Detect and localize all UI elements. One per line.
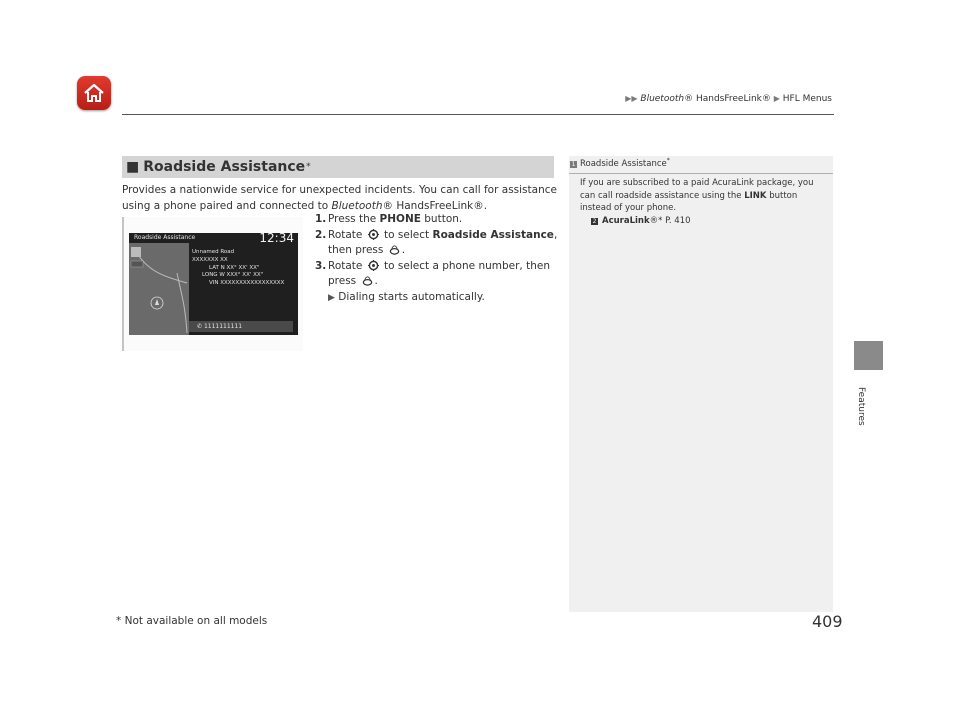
step-text: Rotate [328, 259, 366, 272]
press-knob-icon [389, 244, 400, 255]
display-screen [129, 233, 298, 335]
acuralink-reference[interactable] [580, 215, 820, 228]
road-name: Unnamed Road [192, 249, 235, 255]
intro-text: Provides a nationwide service for unexpected incidents. You can call for assistance using a phone paired and connected to [122, 184, 557, 212]
page-number: 409 [812, 612, 843, 631]
step-text: to select a phone number, then press [328, 259, 550, 287]
illustration-edge [122, 217, 124, 351]
result-text: Dialing starts automatically. [338, 290, 485, 303]
breadcrumb-item-hfl-menus[interactable]: HFL Menus [782, 94, 832, 104]
step-2 [316, 228, 561, 259]
step-text: button. [420, 213, 463, 225]
side-note-asterisk: * [666, 157, 670, 164]
side-note-title [569, 157, 833, 174]
breadcrumb-arrow-icon: ▶▶ [625, 94, 638, 103]
step-text: . [401, 244, 406, 256]
reference-name: AcuraLink [602, 215, 650, 226]
breadcrumb-item-bluetooth[interactable]: Bluetooth [640, 94, 685, 104]
phone-number: 1111111111 [203, 323, 243, 330]
phone-icon: ✆ [197, 323, 204, 330]
step-text: , [553, 228, 558, 241]
intro-bluetooth: Bluetooth [331, 199, 383, 212]
link-button-label: LINK [744, 190, 767, 201]
step-text: . [374, 275, 378, 287]
area-name: XXXXXXX XX [192, 256, 228, 263]
step-number: 1. [315, 213, 327, 225]
screen-title: Roadside Assistance [134, 234, 196, 241]
section-heading [122, 156, 554, 178]
step-text: then press [328, 244, 387, 256]
reference-arrow-icon: 2 [592, 217, 597, 225]
phone-button-label: PHONE [379, 213, 421, 225]
home-icon [82, 82, 106, 104]
step-text: Rotate [328, 228, 366, 241]
breadcrumb-item-handsfreelink[interactable]: ® HandsFreeLink® [684, 94, 771, 104]
section-asterisk: * [306, 162, 311, 172]
intro-paragraph [122, 183, 557, 214]
chapter-tab-marker [854, 341, 883, 370]
breadcrumb [625, 94, 832, 104]
selector-knob-icon [368, 229, 379, 240]
step-1 [316, 212, 561, 228]
map-roads-icon [129, 243, 189, 335]
selector-knob-icon [368, 260, 379, 271]
step-result [316, 290, 561, 307]
step-text: Press the [328, 213, 380, 225]
note-text: If you are subscribed to a paid AcuraLink package, you can call roadside assistance using the [580, 178, 814, 201]
press-knob-icon [362, 275, 373, 286]
side-note-title-text: Roadside Assistance [580, 158, 667, 169]
map-view [129, 243, 189, 335]
note-marker-icon: 1 [571, 160, 576, 168]
side-note-body [580, 177, 820, 227]
step-text: to select [380, 228, 433, 241]
phone-number-item[interactable] [189, 321, 293, 332]
longitude: LONG W XXX° XX' XX" [202, 272, 264, 279]
instruction-steps [316, 212, 561, 306]
breadcrumb-separator-icon: ▶ [773, 94, 780, 103]
latitude: LAT N XX° XX' XX" [209, 264, 260, 271]
chapter-label: Features [856, 387, 866, 426]
roadside-assistance-label: Roadside Assistance [432, 228, 554, 241]
intro-text-end: ® HandsFreeLink®. [382, 199, 488, 212]
section-title: Roadside Assistance [143, 159, 306, 175]
section-bullet-icon: ■ [126, 159, 140, 175]
step-number: 3. [315, 259, 327, 272]
home-button[interactable] [77, 76, 111, 110]
header-rule [122, 114, 834, 115]
footnote: * Not available on all models [116, 615, 268, 627]
location-info [192, 249, 284, 288]
reference-page: ®* P. 410 [649, 215, 691, 226]
result-arrow-icon: ▶ [328, 292, 335, 303]
screen-clock: 12:34 [259, 233, 294, 245]
step-number: 2. [315, 228, 327, 241]
note-text: button instead of your phone. [580, 190, 798, 213]
step-3 [316, 259, 561, 290]
vin: VIN XXXXXXXXXXXXXXXXX [209, 280, 285, 287]
